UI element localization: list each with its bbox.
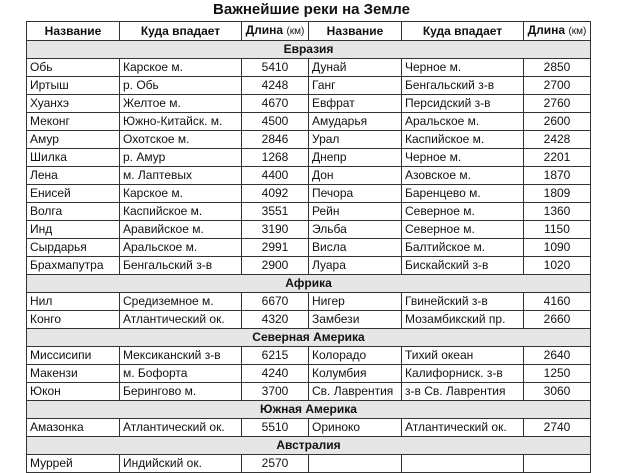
region-name: Евразия [27,41,591,59]
river-name-cell: Макензи [27,365,120,383]
river-name-cell: Енисей [27,185,120,203]
river-length-cell: 2740 [524,419,591,437]
river-length-cell: 4160 [524,293,591,311]
header-name-right: Название [309,22,402,41]
river-mouth-cell: Тихий океан [402,347,524,365]
river-length-cell: 2760 [524,95,591,113]
river-mouth-cell: Баренцево м. [402,185,524,203]
header-length-label: Длина [245,23,284,37]
river-mouth-cell: Бискайский з-в [402,257,524,275]
river-mouth-cell: Бенгальский з-в [120,257,242,275]
river-name-cell: Колорадо [309,347,402,365]
table-row [27,221,591,239]
river-length-cell: 6670 [242,293,309,311]
river-length-cell: 1150 [524,221,591,239]
page-title: Важнейшие реки на Земле [213,1,410,18]
header-unit: (км) [568,26,587,37]
river-name-cell: Висла [309,239,402,257]
river-name-cell: Меконг [27,113,120,131]
table-row [27,293,591,311]
region-name: Австралия [27,437,591,455]
region-row [27,329,591,347]
river-length-cell: 4092 [242,185,309,203]
header-name-left: Название [27,22,120,41]
river-length-cell: 4320 [242,311,309,329]
river-name-cell: Колумбия [309,365,402,383]
table-row [27,239,591,257]
river-length-cell: 3551 [242,203,309,221]
river-mouth-cell: Карское м. [120,59,242,77]
table-row [27,149,591,167]
header-unit: (км) [286,26,305,37]
river-mouth-cell: Аравийское м. [120,221,242,239]
river-mouth-cell: Аральское м. [402,113,524,131]
river-length-cell: 1250 [524,365,591,383]
river-name-cell: Волга [27,203,120,221]
region-row [27,437,591,455]
river-length-cell: 3060 [524,383,591,401]
header-length-left [242,22,309,41]
river-mouth-cell: р. Амур [120,149,242,167]
river-name-cell: Дунай [309,59,402,77]
river-mouth-cell: Азовское м. [402,167,524,185]
river-length-cell: 2900 [242,257,309,275]
river-length-cell: 2600 [524,113,591,131]
river-length-cell: 2428 [524,131,591,149]
region-name: Южная Америка [27,401,591,419]
river-name-cell: Рейн [309,203,402,221]
river-mouth-cell: Северное м. [402,203,524,221]
river-name-cell: Урал [309,131,402,149]
river-name-cell: Эльба [309,221,402,239]
river-mouth-cell: Охотское м. [120,131,242,149]
river-name-cell: Евфрат [309,95,402,113]
river-mouth-cell: Гвинейский з-в [402,293,524,311]
river-name-cell: Миссисипи [27,347,120,365]
river-mouth-cell: Индийский ок. [120,455,242,473]
river-mouth-cell: Северное м. [402,221,524,239]
river-mouth-cell: Берингово м. [120,383,242,401]
table-row [27,59,591,77]
river-name-cell: Замбези [309,311,402,329]
table-row [27,203,591,221]
rivers-table [26,21,591,473]
table-row [27,185,591,203]
river-length-cell: 4670 [242,95,309,113]
table-row [27,365,591,383]
header-mouth-left: Куда впадает [120,22,242,41]
river-name-cell: Печора [309,185,402,203]
river-length-cell: 2991 [242,239,309,257]
river-length-cell: 1090 [524,239,591,257]
river-length-cell: 4400 [242,167,309,185]
river-name-cell: Муррей [27,455,120,473]
river-name-cell: Нил [27,293,120,311]
river-name-cell: Св. Лаврентия [309,383,402,401]
river-mouth-cell [402,455,524,473]
river-name-cell: Днепр [309,149,402,167]
table-row [27,113,591,131]
table-row [27,311,591,329]
river-length-cell: 2640 [524,347,591,365]
river-name-cell [309,455,402,473]
river-name-cell: Луара [309,257,402,275]
river-length-cell: 1870 [524,167,591,185]
river-length-cell: 3190 [242,221,309,239]
river-mouth-cell: Карское м. [120,185,242,203]
river-length-cell: 5410 [242,59,309,77]
river-mouth-cell: Черное м. [402,59,524,77]
river-mouth-cell: Южно-Китайск. м. [120,113,242,131]
river-name-cell: Ориноко [309,419,402,437]
river-name-cell: Хуанхэ [27,95,120,113]
table-row [27,455,591,473]
river-length-cell: 3700 [242,383,309,401]
river-name-cell: Дон [309,167,402,185]
river-mouth-cell: Мексиканский з-в [120,347,242,365]
table-row [27,383,591,401]
river-name-cell: Ганг [309,77,402,95]
river-name-cell: Амур [27,131,120,149]
river-length-cell: 5510 [242,419,309,437]
river-length-cell: 2660 [524,311,591,329]
river-name-cell: Шилка [27,149,120,167]
river-length-cell: 2700 [524,77,591,95]
river-length-cell: 4240 [242,365,309,383]
table-row [27,131,591,149]
river-mouth-cell: Аральское м. [120,239,242,257]
table-row [27,95,591,113]
header-length-label: Длина [527,23,566,37]
river-length-cell: 4248 [242,77,309,95]
river-name-cell: Амударья [309,113,402,131]
river-mouth-cell: Атлантический ок. [402,419,524,437]
river-length-cell [524,455,591,473]
river-mouth-cell: Черное м. [402,149,524,167]
region-name: Северная Америка [27,329,591,347]
river-length-cell: 1809 [524,185,591,203]
river-name-cell: Нигер [309,293,402,311]
header-row [27,22,591,41]
river-name-cell: Юкон [27,383,120,401]
river-mouth-cell: Каспийское м. [120,203,242,221]
river-name-cell: Инд [27,221,120,239]
rivers-body [27,41,591,473]
river-length-cell: 2846 [242,131,309,149]
river-mouth-cell: Мозамбикский пр. [402,311,524,329]
table-row [27,77,591,95]
river-mouth-cell: з-в Св. Лаврентия [402,383,524,401]
river-length-cell: 4500 [242,113,309,131]
river-length-cell: 2570 [242,455,309,473]
river-name-cell: Брахмапутра [27,257,120,275]
river-mouth-cell: Калифорниск. з-в [402,365,524,383]
river-length-cell: 2201 [524,149,591,167]
region-row [27,401,591,419]
river-name-cell: Иртыш [27,77,120,95]
river-mouth-cell: м. Лаптевых [120,167,242,185]
river-length-cell: 6215 [242,347,309,365]
river-length-cell: 1020 [524,257,591,275]
river-mouth-cell: Желтое м. [120,95,242,113]
header-length-right [524,22,591,41]
river-mouth-cell: Бенгальский з-в [402,77,524,95]
river-name-cell: Конго [27,311,120,329]
river-length-cell: 1360 [524,203,591,221]
table-row [27,347,591,365]
river-name-cell: Обь [27,59,120,77]
river-length-cell: 1268 [242,149,309,167]
river-mouth-cell: Атлантический ок. [120,419,242,437]
region-name: Африка [27,275,591,293]
river-mouth-cell: р. Обь [120,77,242,95]
river-mouth-cell: Персидский з-в [402,95,524,113]
river-mouth-cell: Атлантический ок. [120,311,242,329]
table-row [27,167,591,185]
region-row [27,41,591,59]
region-row [27,275,591,293]
river-name-cell: Сырдарья [27,239,120,257]
table-row [27,419,591,437]
river-length-cell: 2850 [524,59,591,77]
river-mouth-cell: Средиземное м. [120,293,242,311]
table-row [27,257,591,275]
river-name-cell: Амазонка [27,419,120,437]
river-name-cell: Лена [27,167,120,185]
river-mouth-cell: Каспийское м. [402,131,524,149]
river-mouth-cell: Балтийское м. [402,239,524,257]
river-mouth-cell: м. Бофорта [120,365,242,383]
header-mouth-right: Куда впадает [402,22,524,41]
